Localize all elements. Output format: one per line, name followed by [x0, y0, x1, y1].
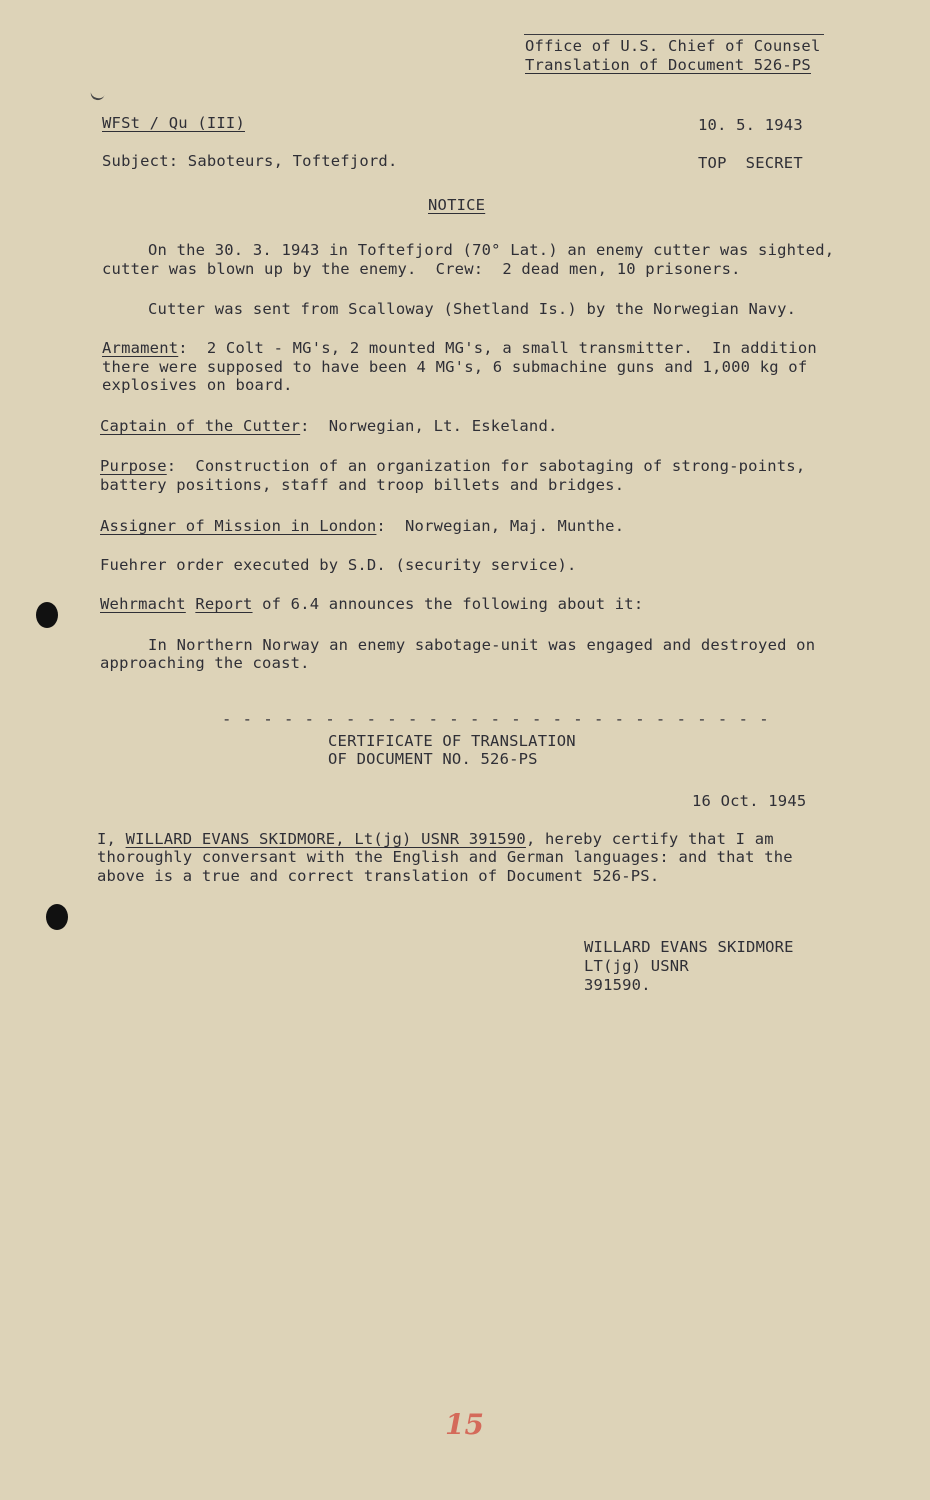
report-quote-line-1: In Northern Norway an enemy sabotage-unit was engaged and destroyed on [148, 636, 816, 654]
captain-line [100, 417, 558, 436]
office-line-2: Translation of Document 526-PS [525, 56, 811, 74]
armament-line-2: there were supposed to have been 4 MG's, 6 submachine guns and 1,000 kg of [102, 358, 808, 376]
wehrmacht-label: Wehrmacht [100, 595, 186, 613]
wehrmacht-rest: of 6.4 announces the following about it: [252, 595, 644, 613]
certification-line-2: thoroughly conversant with the English and German languages: and that the [97, 848, 793, 866]
purpose-text: : Construction of an organization for sabotaging of strong-points, [166, 457, 806, 475]
certification-line-1 [97, 830, 774, 849]
assigner-line [100, 517, 624, 536]
purpose-line-2: battery positions, staff and troop billets and bridges. [100, 476, 625, 494]
certificate-date: 16 Oct. 1945 [692, 792, 807, 810]
purpose-line-1 [100, 457, 805, 476]
check-mark-icon [89, 90, 105, 101]
armament-line-3: explosives on board. [102, 376, 293, 394]
report-label: Report [195, 595, 253, 613]
classification-label: TOP SECRET [698, 154, 803, 172]
captain-value: : Norwegian, Lt. Eskeland. [300, 417, 558, 435]
cert-line-1-rest: , hereby certify that I am [525, 830, 774, 848]
header-top-rule [524, 34, 824, 35]
assigner-label: Assigner of Mission in London [100, 517, 377, 535]
assigner-value: : Norwegian, Maj. Munthe. [376, 517, 625, 535]
office-line-1: Office of U.S. Chief of Counsel [525, 37, 821, 55]
paragraph-origin: Cutter was sent from Scalloway (Shetland Is.) by the Norwegian Navy. [148, 300, 797, 318]
armament-line-1 [102, 339, 817, 358]
document-date: 10. 5. 1943 [698, 116, 803, 134]
reference-code: WFSt / Qu (III) [102, 114, 245, 132]
cert-prefix: I, [97, 830, 126, 848]
translator-name: WILLARD EVANS SKIDMORE, Lt(jg) USNR 391590 [125, 830, 526, 848]
certificate-title-line-1: CERTIFICATE OF TRANSLATION [328, 732, 576, 750]
wehrmacht-report-line [100, 595, 643, 614]
armament-text: : 2 Colt - MG's, 2 mounted MG's, a small transmitter. In addition [178, 339, 817, 357]
punch-hole-top [36, 602, 58, 628]
section-separator: - - - - - - - - - - - - - - - - - - - - - - - - - - - [222, 710, 770, 728]
captain-label: Captain of the Cutter [100, 417, 301, 435]
paragraph-sighting-line-1: On the 30. 3. 1943 in Toftefjord (70° Lat.) an enemy cutter was sighted, [148, 241, 835, 259]
notice-title: NOTICE [428, 196, 486, 214]
report-quote-line-2: approaching the coast. [100, 654, 310, 672]
purpose-label: Purpose [100, 457, 167, 475]
signature-name: WILLARD EVANS SKIDMORE [584, 938, 794, 956]
signature-rank: LT(jg) USNR [584, 957, 689, 975]
paragraph-sighting-line-2: cutter was blown up by the enemy. Crew: 2 dead men, 10 prisoners. [102, 260, 741, 278]
page-number: 15 [445, 1408, 484, 1441]
punch-hole-bottom [46, 904, 68, 930]
certification-line-3: above is a true and correct translation of Document 526-PS. [97, 867, 660, 885]
signature-number: 391590. [584, 976, 651, 994]
fuehrer-order-line: Fuehrer order executed by S.D. (security service). [100, 556, 577, 574]
certificate-title-line-2: OF DOCUMENT NO. 526-PS [328, 750, 538, 768]
subject-line: Subject: Saboteurs, Toftefjord. [102, 152, 398, 170]
armament-label: Armament [102, 339, 179, 357]
